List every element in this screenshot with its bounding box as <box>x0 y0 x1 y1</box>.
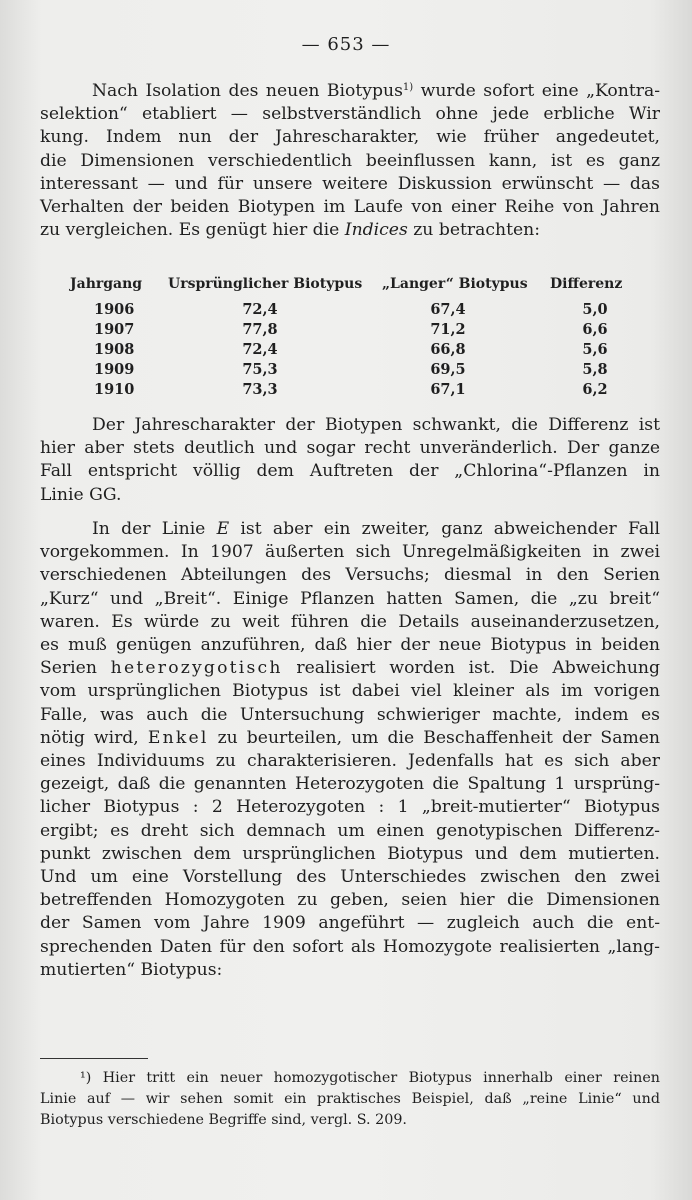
text-line: punkt zwischen dem ursprünglichen Biotypus und dem mutierten. <box>40 843 660 864</box>
footnote-line: Biotypus verschiedene Begriffe sind, vergl. S. 209. <box>40 1112 407 1128</box>
paragraph-isolation <box>40 80 660 242</box>
column-header: Ursprünglicher Biotypus <box>168 276 363 292</box>
year-cell: 1909 <box>94 361 135 378</box>
text-line: mutierten“ Biotypus: <box>40 959 223 980</box>
footnote <box>40 1068 660 1131</box>
long-index-cell: 67,4 <box>430 301 466 318</box>
original-index-cell: 77,8 <box>242 321 278 338</box>
year-cell: 1910 <box>94 381 135 398</box>
text-line: Nach Isolation des neuen Biotypus$^{1)}$ wurde sofort eine „Kontra- <box>92 81 660 101</box>
table-row <box>70 360 640 380</box>
text-line: verschiedenen Abteilungen des Versuchs; diesmal in den Serien <box>40 565 660 586</box>
text-line: Der Jahrescharakter der Biotypen schwankt, die Differenz ist <box>92 415 660 435</box>
page-number: — 653 — <box>301 34 391 55</box>
year-cell: 1908 <box>94 341 135 358</box>
column-header: Jahrgang <box>70 276 143 292</box>
difference-cell: 5,8 <box>582 361 608 378</box>
original-index-cell: 75,3 <box>242 361 278 378</box>
original-index-cell: 72,4 <box>242 301 278 318</box>
column-header: „Langer“ Biotypus <box>382 276 528 292</box>
text-line: vorgekommen. In 1907 äußerten sich Unregelmäßigkeiten in zwei <box>40 542 660 563</box>
difference-cell: 5,0 <box>582 301 608 318</box>
text-line: Falle, was auch die Untersuchung schwieriger machte, indem es <box>40 704 660 725</box>
text-line: hier aber stets deutlich und sogar recht unveränderlich. Der ganze <box>40 438 660 459</box>
text-line: vom ursprünglichen Biotypus ist dabei viel kleiner als im vorigen <box>40 681 660 702</box>
text-line: die Dimensionen verschiedentlich beeinflussen kann, ist es ganz <box>40 150 660 171</box>
text-line: Und um eine Vorstellung des Unterschiedes zwischen den zwei <box>40 867 660 888</box>
table-row <box>70 300 640 320</box>
difference-cell: 6,2 <box>582 381 608 398</box>
text-line: kung. Indem nun der Jahrescharakter, wie früher angedeutet, <box>40 127 660 148</box>
text-line: Linie GG. <box>40 484 122 505</box>
original-index-cell: 73,3 <box>242 381 278 398</box>
text-line: der Samen vom Jahre 1909 angeführt — zugleich auch die ent- <box>40 913 660 934</box>
difference-cell: 5,6 <box>582 341 608 358</box>
text-line: ergibt; es dreht sich demnach um einen genotypischen Differenz- <box>40 820 660 841</box>
paragraph-jahrescharakter <box>40 414 660 507</box>
text-line: selektion“ etabliert — selbstverständlich ohne jede erbliche Wir <box>40 104 660 125</box>
text-line: sprechenden Daten für den sofort als Homozygote realisierten „lang- <box>40 936 660 957</box>
paragraph-linie-e <box>40 518 660 982</box>
text-line: Serien heterozygotisch realisiert worden ist. Die Abweichung <box>40 658 660 679</box>
footnote-line: Linie auf — wir sehen somit ein praktisches Beispiel, daß „reine Linie“ und <box>40 1091 660 1107</box>
year-cell: 1906 <box>94 301 135 318</box>
text-line: licher Biotypus : 2 Heterozygoten : 1 „breit-mutierter“ Biotypus <box>40 797 660 818</box>
original-index-cell: 72,4 <box>242 341 278 358</box>
long-index-cell: 71,2 <box>430 321 466 338</box>
text-line: eines Individuums zu charakterisieren. Jedenfalls hat es sich aber <box>40 751 660 772</box>
text-line: In der Linie E ist aber ein zweiter, ganz abweichender Fall <box>92 519 660 539</box>
year-cell: 1907 <box>94 321 135 338</box>
footnote-ref[interactable]: 1) <box>402 82 414 93</box>
indices-table <box>70 274 640 400</box>
long-index-cell: 66,8 <box>430 341 466 358</box>
long-index-cell: 67,1 <box>430 381 466 398</box>
column-header: Differenz <box>550 276 623 292</box>
footnote-line: ¹) Hier tritt ein neuer homozygotischer Biotypus innerhalb einer reinen <box>80 1070 660 1086</box>
table-row <box>70 320 640 340</box>
text-line: es muß genügen anzuführen, daß hier der neue Biotypus in beiden <box>40 635 660 656</box>
long-index-cell: 69,5 <box>430 361 466 378</box>
text-line: Verhalten der beiden Biotypen im Laufe von einer Reihe von Jahren <box>40 197 660 218</box>
footnote-divider <box>40 1058 148 1059</box>
text-line: „Kurz“ und „Breit“. Einige Pflanzen hatten Samen, die „zu breit“ <box>40 588 660 609</box>
text-line: betreffenden Homozygoten zu geben, seien hier die Dimensionen <box>40 890 660 911</box>
table-row <box>70 380 640 400</box>
difference-cell: 6,6 <box>582 321 608 338</box>
text-line: gezeigt, daß die genannten Heterozygoten die Spaltung 1 ursprüng- <box>40 774 660 795</box>
text-line: waren. Es würde zu weit führen die Details auseinanderzusetzen, <box>40 611 660 632</box>
text-line: Fall entspricht völlig dem Auftreten der „Chlorina“-Pflanzen in <box>40 461 660 482</box>
text-line: nötig wird, Enkel zu beurteilen, um die Beschaffenheit der Samen <box>40 727 660 748</box>
text-line: zu vergleichen. Es genügt hier die Indices zu betrachten: <box>40 220 541 241</box>
table-header-row <box>70 274 640 300</box>
table-row <box>70 340 640 360</box>
text-line: interessant — und für unsere weitere Diskussion erwünscht — das <box>40 173 660 194</box>
